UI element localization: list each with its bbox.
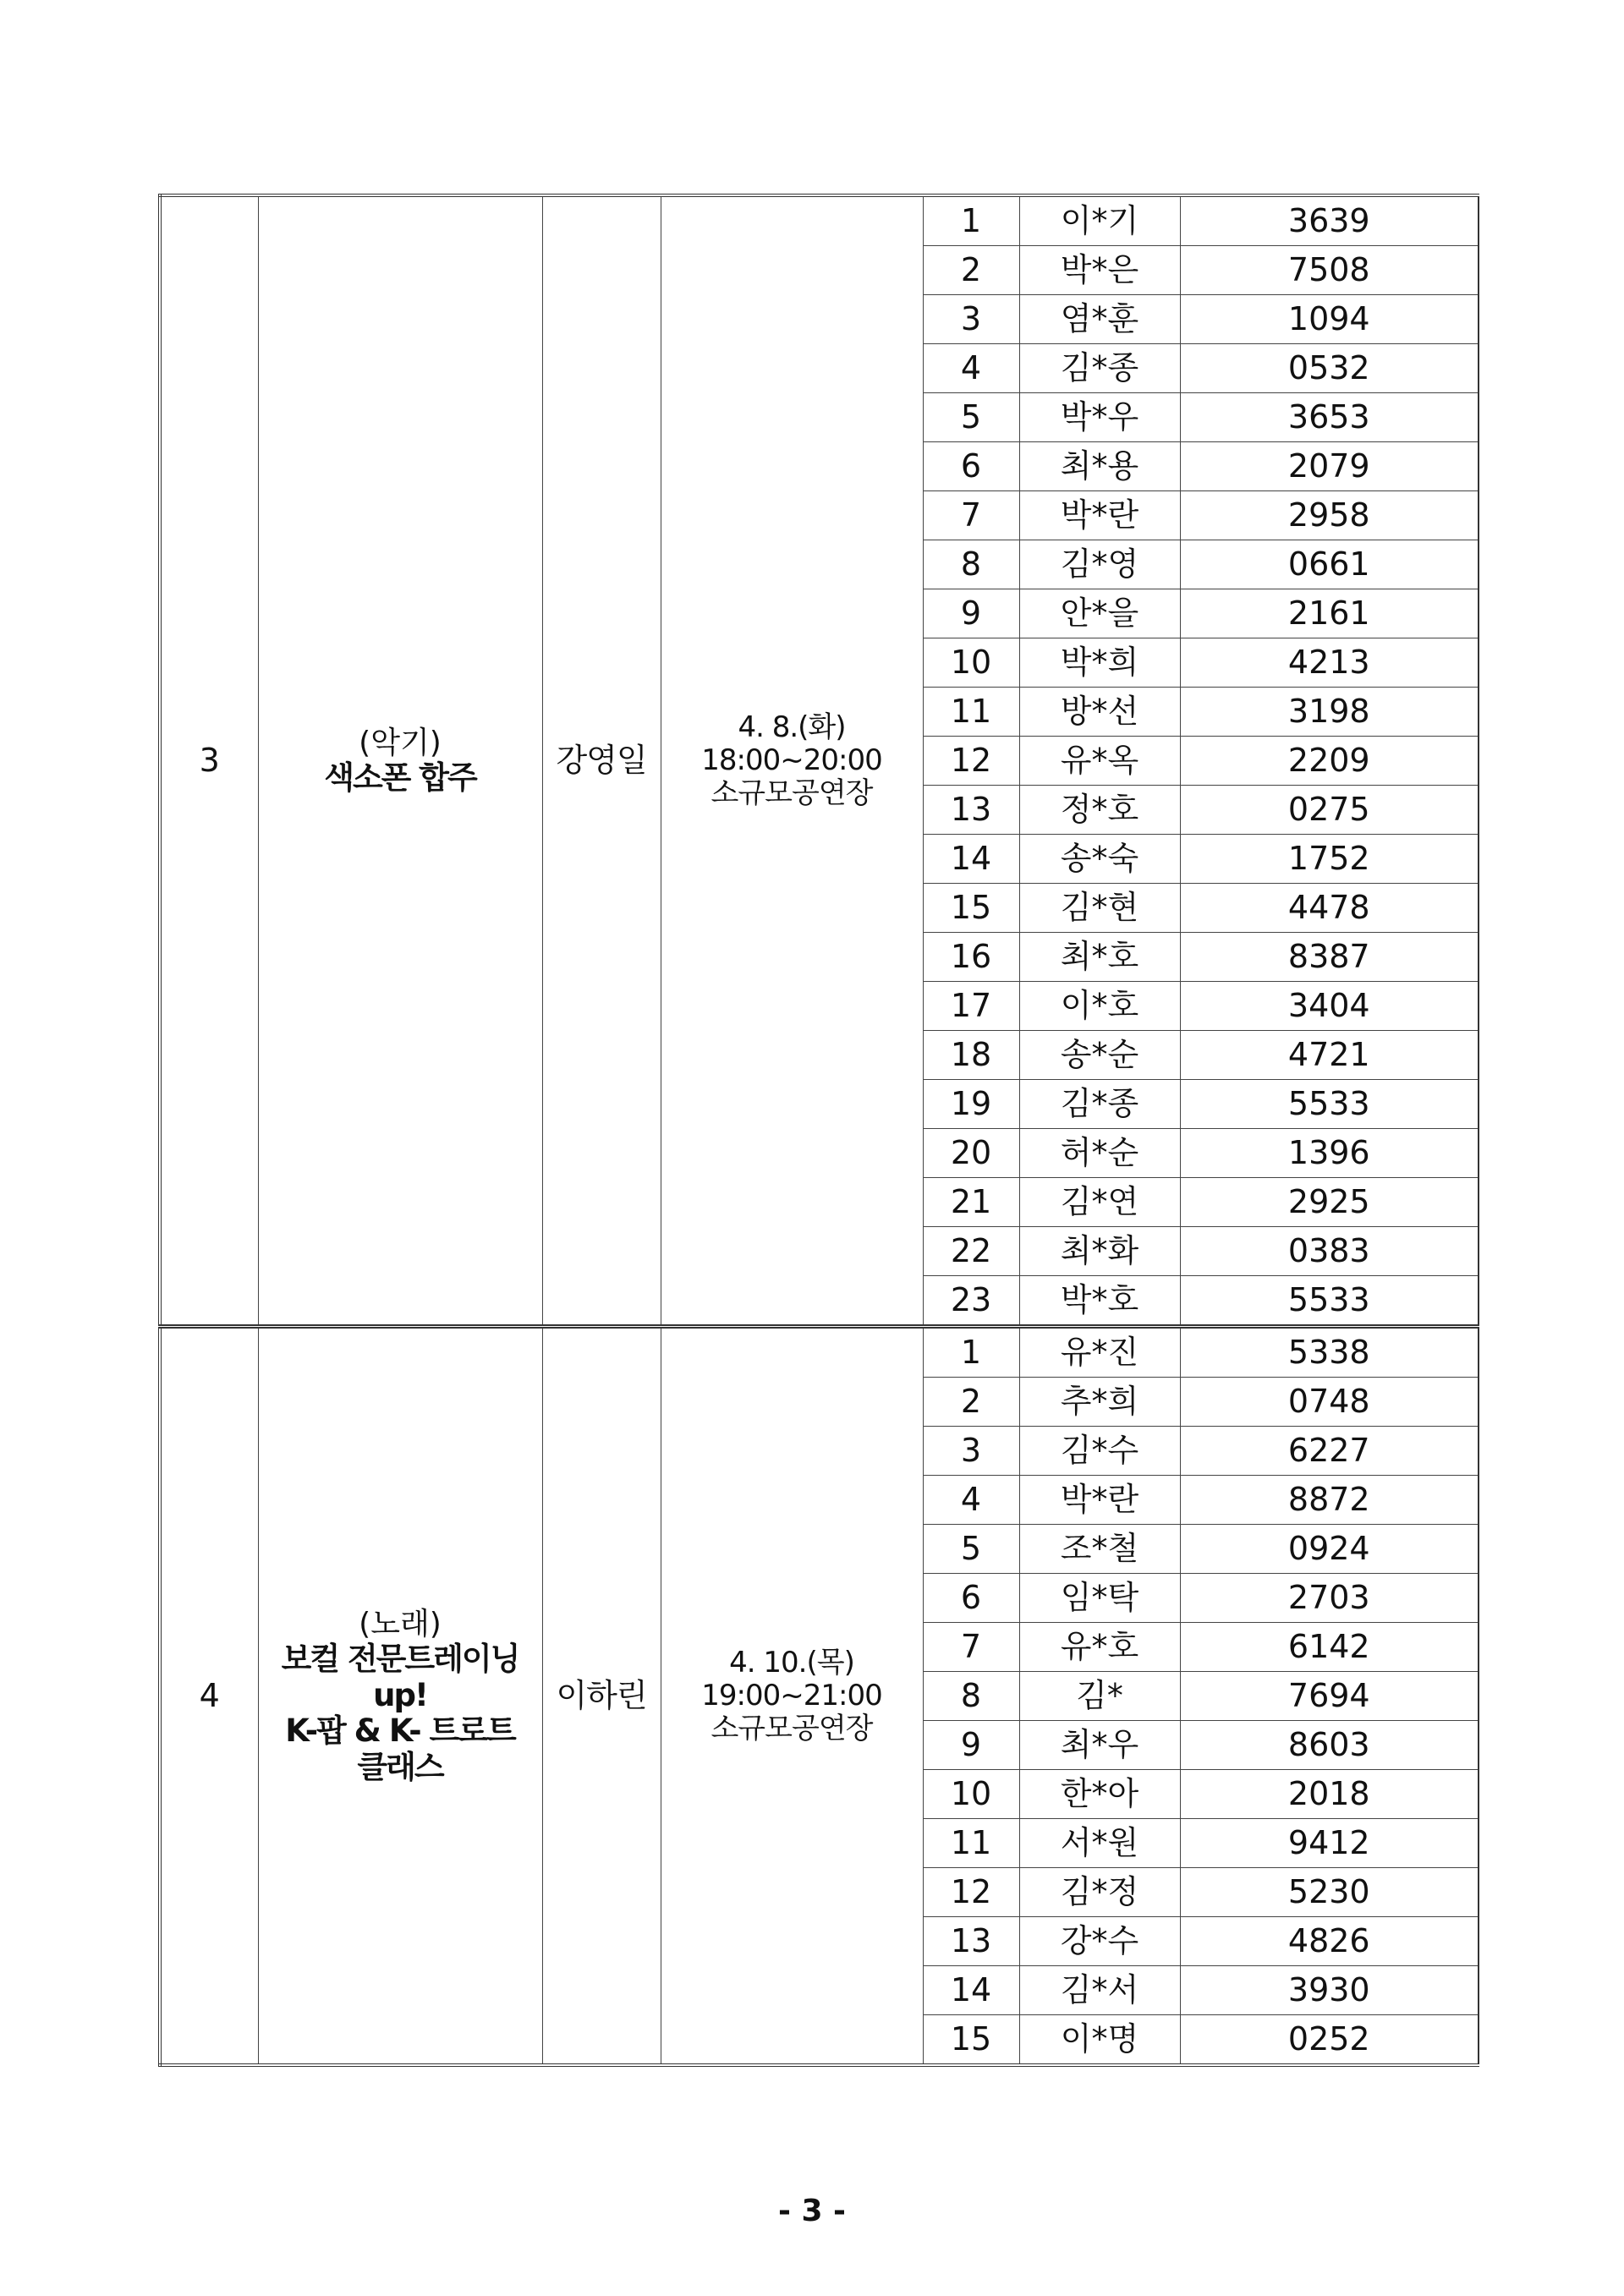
participant-code: 7694 xyxy=(1180,1672,1479,1721)
participant-code: 0383 xyxy=(1180,1227,1479,1276)
participant-code: 1396 xyxy=(1180,1129,1479,1178)
course-title-line: 보컬 전문트레이닝 up! xyxy=(281,1641,519,1713)
schedule-cell xyxy=(661,195,923,1327)
schedule-cell xyxy=(661,1327,923,2066)
participant-code: 0252 xyxy=(1180,2015,1479,2066)
course-title-line: 색소폰 합주 xyxy=(324,759,476,796)
participant-code: 4478 xyxy=(1180,884,1479,933)
participant-code: 9412 xyxy=(1180,1819,1479,1868)
participant-code: 2018 xyxy=(1180,1770,1479,1819)
participant-name: 최*호 xyxy=(1019,933,1180,982)
row-number: 11 xyxy=(923,1819,1019,1868)
participant-code: 5533 xyxy=(1180,1080,1479,1129)
participant-code: 1094 xyxy=(1180,295,1479,344)
participant-name: 박*란 xyxy=(1019,1476,1180,1525)
participant-name: 조*철 xyxy=(1019,1525,1180,1574)
participant-name: 이*호 xyxy=(1019,982,1180,1031)
row-number: 21 xyxy=(923,1178,1019,1227)
row-number: 5 xyxy=(923,393,1019,442)
course-group xyxy=(160,1327,1479,2066)
row-number: 8 xyxy=(923,1672,1019,1721)
course-category: (노래) xyxy=(359,1606,442,1641)
row-number: 4 xyxy=(923,344,1019,393)
participant-name: 박*란 xyxy=(1019,491,1180,540)
row-number: 9 xyxy=(923,589,1019,638)
participant-name: 강*수 xyxy=(1019,1917,1180,1966)
table-row xyxy=(160,1327,1479,1378)
schedule-venue: 소규모공연장 xyxy=(710,776,873,811)
row-number: 14 xyxy=(923,1966,1019,2015)
row-number: 11 xyxy=(923,688,1019,737)
table-row xyxy=(160,195,1479,246)
participant-name: 박*은 xyxy=(1019,246,1180,295)
participant-code: 0532 xyxy=(1180,344,1479,393)
schedule-date: 4. 8.(화) xyxy=(738,710,846,744)
row-number: 6 xyxy=(923,1574,1019,1623)
participant-code: 4826 xyxy=(1180,1917,1479,1966)
participant-name: 이*명 xyxy=(1019,2015,1180,2066)
row-number: 12 xyxy=(923,737,1019,786)
participant-code: 3653 xyxy=(1180,393,1479,442)
participant-code: 0748 xyxy=(1180,1378,1479,1427)
course-group xyxy=(160,195,1479,1327)
participant-name: 박*우 xyxy=(1019,393,1180,442)
participant-code: 0275 xyxy=(1180,786,1479,835)
participant-name: 김*수 xyxy=(1019,1427,1180,1476)
instructor-name: 이하린 xyxy=(542,1327,661,2066)
participant-code: 5338 xyxy=(1180,1327,1479,1378)
course-title-line: 클래스 xyxy=(357,1748,443,1785)
participant-code: 3930 xyxy=(1180,1966,1479,2015)
participant-name: 송*순 xyxy=(1019,1031,1180,1080)
row-number: 22 xyxy=(923,1227,1019,1276)
group-number: 3 xyxy=(160,195,258,1327)
row-number: 3 xyxy=(923,295,1019,344)
row-number: 10 xyxy=(923,1770,1019,1819)
participant-name: 송*숙 xyxy=(1019,835,1180,884)
participant-code: 8603 xyxy=(1180,1721,1479,1770)
participant-name: 김*종 xyxy=(1019,344,1180,393)
row-number: 10 xyxy=(923,638,1019,688)
participant-name: 한*아 xyxy=(1019,1770,1180,1819)
participant-table xyxy=(158,194,1479,2067)
row-number: 8 xyxy=(923,540,1019,589)
participant-code: 6142 xyxy=(1180,1623,1479,1672)
participant-name: 최*용 xyxy=(1019,442,1180,491)
participant-name: 유*옥 xyxy=(1019,737,1180,786)
schedule-time: 19:00~21:00 xyxy=(701,1678,882,1712)
participant-name: 최*우 xyxy=(1019,1721,1180,1770)
row-number: 17 xyxy=(923,982,1019,1031)
participant-name: 박*호 xyxy=(1019,1276,1180,1327)
participant-name: 박*희 xyxy=(1019,638,1180,688)
group-number: 4 xyxy=(160,1327,258,2066)
participant-code: 3404 xyxy=(1180,982,1479,1031)
row-number: 23 xyxy=(923,1276,1019,1327)
row-number: 12 xyxy=(923,1868,1019,1917)
course-cell xyxy=(258,1327,542,2066)
participant-name: 김*서 xyxy=(1019,1966,1180,2015)
participant-name: 김*종 xyxy=(1019,1080,1180,1129)
participant-code: 2079 xyxy=(1180,442,1479,491)
row-number: 18 xyxy=(923,1031,1019,1080)
row-number: 15 xyxy=(923,2015,1019,2066)
participant-code: 2925 xyxy=(1180,1178,1479,1227)
participant-code: 4213 xyxy=(1180,638,1479,688)
row-number: 3 xyxy=(923,1427,1019,1476)
participant-name: 염*훈 xyxy=(1019,295,1180,344)
participant-name: 유*진 xyxy=(1019,1327,1180,1378)
row-number: 15 xyxy=(923,884,1019,933)
participant-name: 정*호 xyxy=(1019,786,1180,835)
page-number: - 3 - xyxy=(778,2194,846,2228)
participant-name: 김*영 xyxy=(1019,540,1180,589)
participant-code: 5230 xyxy=(1180,1868,1479,1917)
row-number: 7 xyxy=(923,491,1019,540)
course-category: (악기) xyxy=(359,725,442,760)
row-number: 13 xyxy=(923,1917,1019,1966)
row-number: 20 xyxy=(923,1129,1019,1178)
row-number: 1 xyxy=(923,195,1019,246)
participant-name: 최*화 xyxy=(1019,1227,1180,1276)
participant-code: 8387 xyxy=(1180,933,1479,982)
participant-name: 김*현 xyxy=(1019,884,1180,933)
schedule-date: 4. 10.(목) xyxy=(729,1645,854,1680)
participant-name: 서*원 xyxy=(1019,1819,1180,1868)
participant-name: 김*연 xyxy=(1019,1178,1180,1227)
participant-code: 0661 xyxy=(1180,540,1479,589)
row-number: 13 xyxy=(923,786,1019,835)
participant-name: 김*정 xyxy=(1019,1868,1180,1917)
course-title-line: K-팝 & K- 트로트 xyxy=(285,1712,515,1750)
participant-name: 허*순 xyxy=(1019,1129,1180,1178)
row-number: 9 xyxy=(923,1721,1019,1770)
row-number: 1 xyxy=(923,1327,1019,1378)
participant-code: 0924 xyxy=(1180,1525,1479,1574)
row-number: 19 xyxy=(923,1080,1019,1129)
participant-code: 5533 xyxy=(1180,1276,1479,1327)
row-number: 6 xyxy=(923,442,1019,491)
instructor-name: 강영일 xyxy=(542,195,661,1327)
row-number: 16 xyxy=(923,933,1019,982)
schedule-time: 18:00~20:00 xyxy=(701,743,882,777)
participant-name: 추*희 xyxy=(1019,1378,1180,1427)
row-number: 5 xyxy=(923,1525,1019,1574)
participant-name: 안*을 xyxy=(1019,589,1180,638)
participant-code: 2209 xyxy=(1180,737,1479,786)
row-number: 2 xyxy=(923,246,1019,295)
participant-name: 유*호 xyxy=(1019,1623,1180,1672)
participant-code: 8872 xyxy=(1180,1476,1479,1525)
row-number: 14 xyxy=(923,835,1019,884)
schedule-venue: 소규모공연장 xyxy=(710,1712,873,1746)
participant-code: 4721 xyxy=(1180,1031,1479,1080)
participant-code: 2161 xyxy=(1180,589,1479,638)
row-number: 7 xyxy=(923,1623,1019,1672)
participant-name: 임*탁 xyxy=(1019,1574,1180,1623)
participant-name: 이*기 xyxy=(1019,195,1180,246)
course-cell xyxy=(258,195,542,1327)
participant-name: 방*선 xyxy=(1019,688,1180,737)
row-number: 4 xyxy=(923,1476,1019,1525)
row-number: 2 xyxy=(923,1378,1019,1427)
participant-code: 3639 xyxy=(1180,195,1479,246)
participant-code: 3198 xyxy=(1180,688,1479,737)
participant-name: 김* xyxy=(1019,1672,1180,1721)
participant-code: 2703 xyxy=(1180,1574,1479,1623)
participant-code: 7508 xyxy=(1180,246,1479,295)
participant-code: 2958 xyxy=(1180,491,1479,540)
participant-code: 6227 xyxy=(1180,1427,1479,1476)
participant-code: 1752 xyxy=(1180,835,1479,884)
